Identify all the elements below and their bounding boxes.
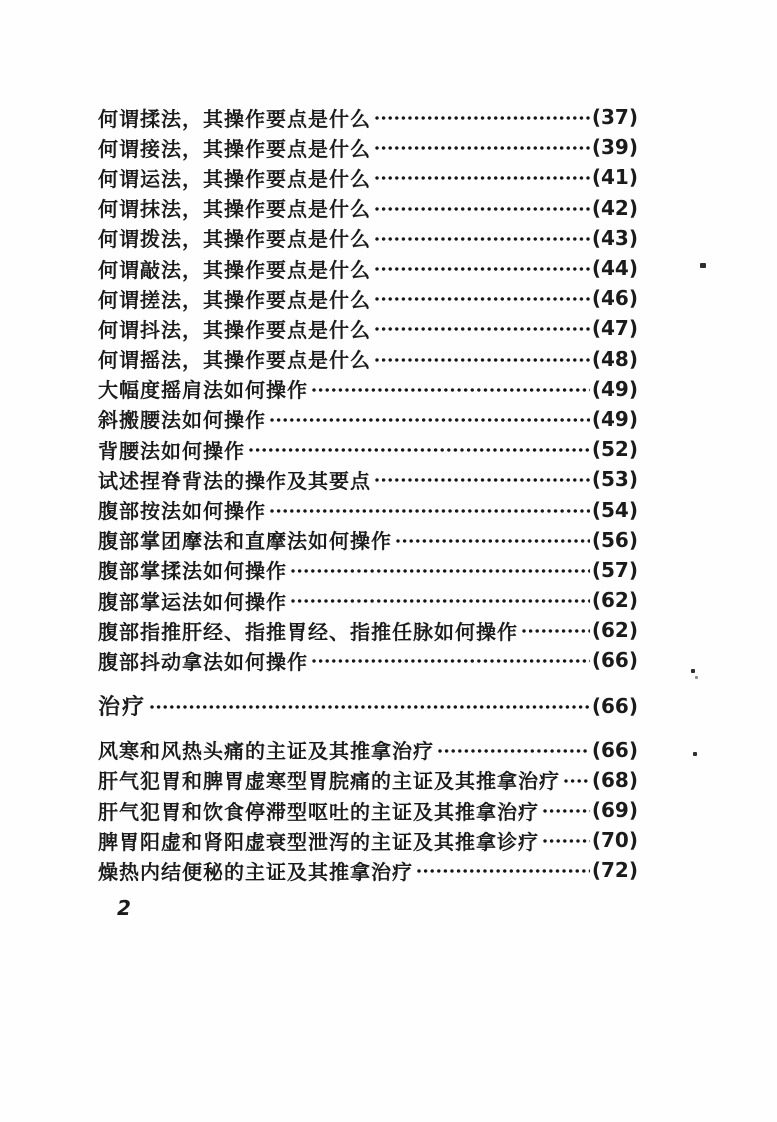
dot-leader <box>374 350 590 370</box>
entry-page-number: (49) <box>591 376 638 401</box>
section-heading-title: 治疗 <box>98 695 147 721</box>
entry-title: 试述捏脊背法的操作及其要点 <box>98 468 371 493</box>
entry-title: 腹部掌揉法如何操作 <box>98 559 287 584</box>
dot-leader <box>374 168 590 188</box>
toc-entry <box>98 132 638 162</box>
toc-entry <box>98 615 638 645</box>
entry-page-number: (66) <box>591 648 638 673</box>
toc-entry <box>98 193 638 223</box>
entry-page-number: (41) <box>591 165 638 190</box>
entry-page-number: (56) <box>591 527 638 552</box>
table-of-contents <box>98 102 638 886</box>
toc-entry <box>98 795 638 825</box>
dot-leader <box>374 259 590 279</box>
dot-leader <box>542 831 590 851</box>
dot-leader <box>149 697 590 717</box>
entry-title: 腹部掌团摩法和直摩法如何操作 <box>98 529 392 554</box>
dot-leader <box>374 108 590 128</box>
toc-entry <box>98 825 638 855</box>
treatment-entry-list <box>98 735 638 886</box>
entry-title: 燥热内结便秘的主证及其推拿治疗 <box>98 859 413 884</box>
entry-page-number: (53) <box>591 467 638 492</box>
entry-page-number: (68) <box>591 767 638 792</box>
toc-entry <box>98 494 638 524</box>
entry-page-number: (47) <box>591 316 638 341</box>
entry-title: 斜搬腰法如何操作 <box>98 408 266 433</box>
entry-title: 何谓运法，其操作要点是什么 <box>98 166 371 191</box>
dot-leader <box>290 561 590 581</box>
toc-entry <box>98 404 638 434</box>
toc-entry <box>98 765 638 795</box>
folio-page-number: 2 <box>117 896 131 920</box>
dot-leader <box>374 229 590 249</box>
entry-page-number: (69) <box>591 798 638 823</box>
entry-page-number: (57) <box>591 557 638 582</box>
entry-title: 肝气犯胃和饮食停滞型呕吐的主证及其推拿治疗 <box>98 799 539 824</box>
ink-speck <box>693 752 697 756</box>
dot-leader <box>521 621 590 641</box>
toc-entry <box>98 855 638 885</box>
dot-leader <box>374 289 590 309</box>
entry-page-number: (54) <box>591 497 638 522</box>
entry-title: 何谓敲法，其操作要点是什么 <box>98 257 371 282</box>
entry-title: 腹部指推肝经、指推胃经、指推任脉如何操作 <box>98 619 518 644</box>
entry-page-number: (44) <box>591 256 638 281</box>
toc-entry <box>98 283 638 313</box>
entry-page-number: (42) <box>591 195 638 220</box>
entry-title: 何谓拨法，其操作要点是什么 <box>98 227 371 252</box>
toc-entry <box>98 434 638 464</box>
entry-title: 何谓抹法，其操作要点是什么 <box>98 197 371 222</box>
entry-page-number: (52) <box>591 437 638 462</box>
dot-leader <box>311 380 590 400</box>
toc-entry <box>98 253 638 283</box>
entry-title: 何谓摇法，其操作要点是什么 <box>98 348 371 373</box>
toc-entry <box>98 313 638 343</box>
entry-page-number: (39) <box>591 135 638 160</box>
toc-entry <box>98 585 638 615</box>
toc-entry <box>98 555 638 585</box>
entry-page-number: (62) <box>591 588 638 613</box>
entry-title: 何谓搓法，其操作要点是什么 <box>98 287 371 312</box>
toc-entry <box>98 735 638 765</box>
entry-title: 风寒和风热头痛的主证及其推拿治疗 <box>98 739 434 764</box>
entry-page-number: (70) <box>591 828 638 853</box>
entry-title: 何谓接法，其操作要点是什么 <box>98 136 371 161</box>
toc-entry <box>98 223 638 253</box>
dot-leader <box>563 771 590 791</box>
entry-title: 肝气犯胃和脾胃虚寒型胃脘痛的主证及其推拿治疗 <box>98 769 560 794</box>
entry-page-number: (62) <box>591 618 638 643</box>
ink-speck <box>691 669 695 673</box>
dot-leader <box>248 440 590 460</box>
entry-page-number: (37) <box>591 105 638 130</box>
toc-entry <box>98 525 638 555</box>
section-heading-row <box>98 689 638 723</box>
dot-leader <box>416 861 590 881</box>
toc-entry <box>98 102 638 132</box>
entry-title: 何谓抖法，其操作要点是什么 <box>98 317 371 342</box>
toc-entry <box>98 344 638 374</box>
dot-leader <box>374 138 590 158</box>
entry-page-number: (72) <box>591 858 638 883</box>
ink-speck <box>695 676 698 679</box>
entry-title: 背腰法如何操作 <box>98 438 245 463</box>
toc-entry <box>98 162 638 192</box>
entry-page-number: (49) <box>591 406 638 431</box>
entry-title: 腹部按法如何操作 <box>98 499 266 524</box>
dot-leader <box>374 199 590 219</box>
dot-leader <box>374 319 590 339</box>
entry-title: 脾胃阳虚和肾阳虚衰型泄泻的主证及其推拿诊疗 <box>98 829 539 854</box>
entry-title: 何谓揉法，其操作要点是什么 <box>98 106 371 131</box>
dot-leader <box>290 591 590 611</box>
entry-title: 腹部掌运法如何操作 <box>98 589 287 614</box>
dot-leader <box>542 801 590 821</box>
dot-leader <box>437 741 590 761</box>
entry-page-number: (46) <box>591 286 638 311</box>
dot-leader <box>269 410 590 430</box>
entry-page-number: (66) <box>591 737 638 762</box>
entry-title: 大幅度摇肩法如何操作 <box>98 378 308 403</box>
dot-leader <box>374 470 590 490</box>
entry-title: 腹部抖动拿法如何操作 <box>98 649 308 674</box>
methods-entry-list <box>98 102 638 676</box>
entry-page-number: (43) <box>591 225 638 250</box>
entry-page-number: (48) <box>591 346 638 371</box>
toc-entry <box>98 374 638 404</box>
ink-speck <box>700 263 706 268</box>
toc-entry <box>98 464 638 494</box>
dot-leader <box>311 651 590 671</box>
section-heading-page-number: (66) <box>591 693 638 718</box>
dot-leader <box>269 501 590 521</box>
dot-leader <box>395 531 590 551</box>
toc-entry <box>98 645 638 675</box>
